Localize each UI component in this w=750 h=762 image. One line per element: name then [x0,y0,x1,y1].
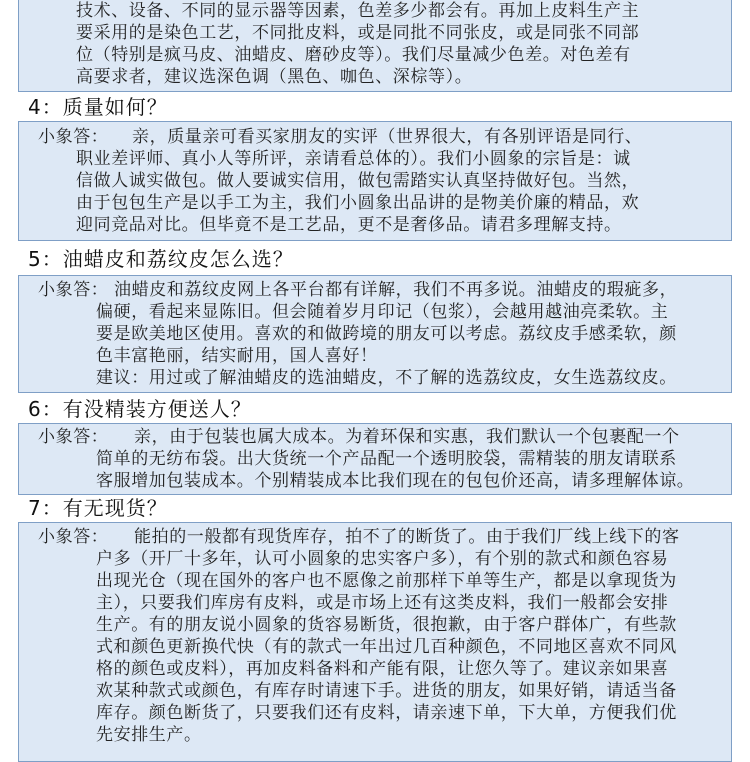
section-heading-6: 6：有没精装方便送人？ [28,397,252,421]
intro-line: 要采用的是染色工艺，不同批皮料，或是同批不同张皮，或是同张不同部 [76,23,640,43]
answer-line: 职业差评师、真小人等所评，亲请看总体的）。我们小圆象的宗旨是：诚 [76,149,631,169]
answer-line: 户多（开厂十多年，认可小圆象的忠实客户多），有个别的款式和颜色容易 [96,549,669,569]
answer-line: 亲，质量亲可看买家朋友的实评（世界很大，有各别评语是同行、 [132,127,643,147]
section-heading-4: 4：质量如何？ [28,95,168,119]
answer-line: 能拍的一般都有现货库存，拍不了的断货了。由于我们厂线上线下的客 [134,527,680,547]
answer-label: 小象答： [38,527,109,547]
answer-line: 库存。颜色断货了，只要我们还有皮料，请亲速下单，下大单，方便我们优 [96,703,677,723]
answer-line: 格的颜色或皮料），再加皮料备料和产能有限，让您久等了。建议亲如果喜 [96,659,669,679]
section-heading-7: 7：有无现货？ [28,496,168,520]
answer-line: 建议：用过或了解油蜡皮的选油蜡皮，不了解的选荔纹皮，女生选荔纹皮。 [96,368,677,388]
answer-line: 主），只要我们库房有皮料，或是市场上还有这类皮料，我们一般都会安排 [96,593,669,613]
answer-line: 式和颜色更新换代快（有的款式一年出过几百种颜色，不同地区喜欢不同风 [96,637,677,657]
answer-label: 小象答： [38,127,109,147]
intro-line: 技术、设备、不同的显示器等因素，色差多少都会有。再加上皮料生产主 [76,1,640,21]
answer-line: 先安排生产。 [96,725,202,745]
answer-line: 欢某种款式或颜色，有库存时请速下手。进货的朋友，如果好销，请适当备 [96,681,677,701]
section-heading-5: 5：油蜡皮和荔纹皮怎么选？ [28,247,294,271]
answer-line: 出现光仓（现在国外的客户也不愿像之前那样下单等生产，都是以拿现货为 [96,571,677,591]
answer-label: 小象答： [38,427,109,447]
answer-line: 信做人诚实做包。做人要诚实信用，做包需踏实认真坚持做好包。当然， [76,171,640,191]
intro-line: 高要求者，建议选深色调（黑色、咖色、深棕等）。 [76,67,473,87]
intro-line: 位（特别是疯马皮、油蜡皮、磨砂皮等）。我们尽量减少色差。对色差有 [76,45,631,65]
answer-line: 由于包包生产是以手工为主，我们小圆象出品讲的是物美价廉的精品，欢 [76,193,640,213]
answer-line: 偏硬，看起来显陈旧。但会随着岁月印记（包浆），会越用越油亮柔软。主 [96,302,669,322]
answer-line: 亲，由于包装也属大成本。为着环保和实惠，我们默认一个包裹配一个 [134,427,680,447]
answer-label: 小象答： [38,280,109,300]
answer-line: 色丰富艳丽，结实耐用，国人喜好！ [96,346,378,366]
answer-line: 客服增加包装成本。个别精装成本比我们现在的包包价还高，请多理解体谅。 [96,471,695,491]
answer-line: 要是欧美地区使用。喜欢的和做跨境的朋友可以考虑。荔纹皮手感柔软，颜 [96,324,677,344]
answer-line: 迎同竞品对比。但毕竟不是工艺品，更不是奢侈品。请君多理解支持。 [76,215,622,235]
answer-line: 油蜡皮和荔纹皮网上各平台都有详解，我们不再多说。油蜡皮的瑕疵多， [114,280,678,300]
answer-line: 简单的无纺布袋。出大货统一个产品配一个透明胶袋，需精装的朋友请联系 [96,449,677,469]
answer-line: 生产。有的朋友说小圆象的货容易断货，很抱歉，由于客户群体广，有些款 [96,615,677,635]
